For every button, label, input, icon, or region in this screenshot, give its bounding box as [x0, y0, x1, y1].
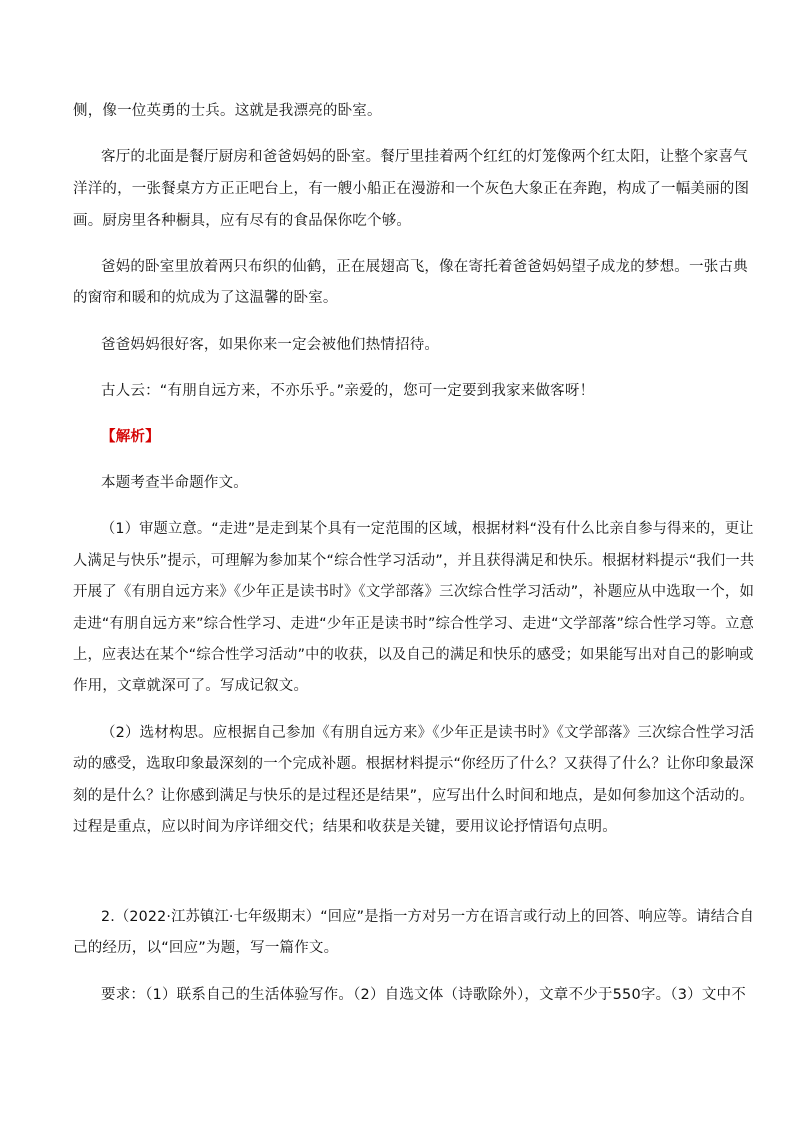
analysis-line-10: 刻的是什么？让你感到满足与快乐的是过程还是结果”，应写出什么时间和地点，是如何参加这个活动的。: [73, 788, 754, 804]
analysis-line-8: （2）选材构思。应根据自己参加《有朋自远方来》《少年正是读书时》《文学部落》三次综合性学习活: [101, 725, 755, 741]
essay-line-6: 的窗帘和暖和的炕成为了这温馨的卧室。: [73, 290, 338, 306]
analysis-line-7: 作用，文章就深可了。写成记叙文。: [73, 678, 309, 694]
question-line-1: 2.（2022·江苏镇江·七年级期末）“回应”是指一方对另一方在语言或行动上的回答、响应等。请结合自: [101, 909, 755, 925]
analysis-line-2: （1）审题立意。“走进”是走到某个具有一定范围的区域，根据材料“没有什么比亲自参与得来的，更让: [101, 521, 754, 537]
analysis-line-3: 人满足与快乐”提示，可理解为参加某个“综合性学习活动”，并且获得满足和快乐。根据材料提示“我们一共: [73, 553, 755, 569]
question-line-3: 要求：（1）联系自己的生活体验写作。（2）自选文体（诗歌除外），文章不少于550字。（3）文中不: [101, 987, 746, 1003]
analysis-heading: 【解析】: [101, 429, 160, 445]
analysis-line-11: 过程是重点，应以时间为序详细交代；结果和收获是关键，要用议论抒情语句点明。: [73, 819, 617, 835]
essay-line-2: 客厅的北面是餐厅厨房和爸爸妈妈的卧室。餐厅里挂着两个红红的灯笼像两个红太阳，让整个家喜气: [101, 149, 748, 165]
essay-line-8: 古人云：“有朋自远方来，不亦乐乎。”亲爱的，您可一定要到我家来做客呀！: [101, 383, 595, 399]
analysis-line-5: 走进“有朋自远方来”综合性学习、走进“少年正是读书时”综合性学习、走进“文学部落”综合性学习等。立意: [73, 616, 755, 632]
essay-line-1: 侧，像一位英勇的士兵。这就是我漂亮的卧室。: [73, 103, 382, 119]
essay-line-7: 爸爸妈妈很好客，如果你来一定会被他们热情招待。: [101, 337, 440, 353]
analysis-line-9: 动的感受，选取印象最深刻的一个完成补题。根据材料提示“你经历了什么？又获得了什么？让你印象最深: [73, 756, 754, 772]
essay-line-4: 画。厨房里各种橱具，应有尽有的食品保你吃个够。: [73, 213, 412, 229]
analysis-line-1: 本题考查半命题作文。: [101, 475, 248, 491]
essay-line-3: 洋洋的，一张餐桌方方正正吧台上，有一艘小船正在漫游和一个灰色大象正在奔跑，构成了一幅美丽的图: [73, 181, 750, 197]
analysis-line-4: 开展了《有朋自远方来》《少年正是读书时》《文学部落》三次综合性学习活动”，补题应从中选取一个，如: [73, 584, 755, 600]
analysis-line-6: 上，应表达在某个“综合性学习活动”中的收获，以及自己的满足和快乐的感受；如果能写出对自己的影响或: [73, 647, 754, 663]
question-line-2: 己的经历，以“回应”为题，写一篇作文。: [73, 940, 339, 956]
essay-line-5: 爸妈的卧室里放着两只布织的仙鹤，正在展翅高飞，像在寄托着爸爸妈妈望子成龙的梦想。一张古典: [101, 259, 748, 275]
